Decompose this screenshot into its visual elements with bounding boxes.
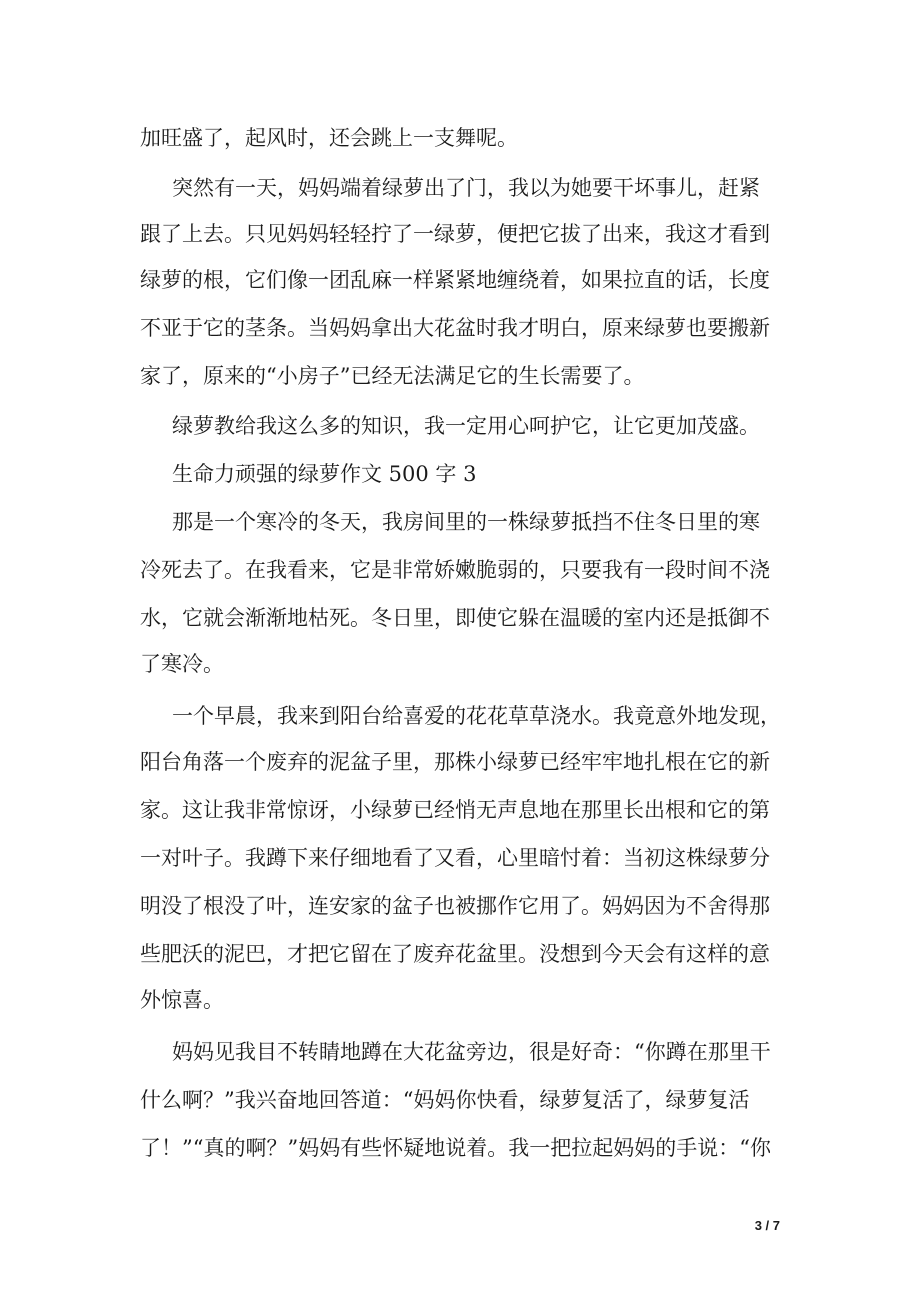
page-number: 3 / 7: [754, 1218, 780, 1233]
text-line-15: 家。这让我非常惊讶，小绿萝已经悄无声息地在那里长出根和它的第: [140, 798, 770, 822]
text-line-6: 家了，原来的“小房子”已经无法满足它的生长需要了。: [140, 364, 645, 388]
text-line-19: 外惊喜。: [140, 988, 224, 1012]
text-line-7: 绿萝教给我这么多的知识，我一定用心呵护它，让它更加茂盛。: [172, 414, 760, 438]
section-heading: 生命力顽强的绿萝作文 500 字 3: [172, 462, 477, 486]
text-line-18: 些肥沃的泥巴，才把它留在了废弃花盆里。没想到今天会有这样的意: [140, 942, 770, 966]
text-line-11: 水，它就会渐渐地枯死。冬日里，即使它躲在温暖的室内还是抵御不: [140, 606, 770, 630]
text-line-14: 阳台角落一个废弃的泥盆子里，那株小绿萝已经牢牢地扎根在它的新: [140, 750, 770, 774]
text-line-21: 什么啊？”我兴奋地回答道：“妈妈你快看，绿萝复活了，绿萝复活: [140, 1088, 750, 1112]
text-line-3: 跟了上去。只见妈妈轻轻拧了一绿萝，便把它拔了出来，我这才看到: [140, 222, 770, 246]
text-line-12: 了寒冷。: [140, 652, 224, 676]
text-line-17: 明没了根没了叶，连安家的盆子也被挪作它用了。妈妈因为不舍得那: [140, 894, 770, 918]
text-line-4: 绿萝的根，它们像一团乱麻一样紧紧地缠绕着，如果拉直的话，长度: [140, 268, 770, 292]
text-line-22: 了！”“真的啊？”妈妈有些怀疑地说着。我一把拉起妈妈的手说：“你: [140, 1136, 771, 1160]
text-line-16: 一对叶子。我蹲下来仔细地看了又看，心里暗忖着：当初这株绿萝分: [140, 846, 770, 870]
text-line-5: 不亚于它的茎条。当妈妈拿出大花盆时我才明白，原来绿萝也要搬新: [140, 316, 770, 340]
text-line-10: 冷死去了。在我看来，它是非常娇嫩脆弱的，只要我有一段时间不浇: [140, 558, 770, 582]
text-line-13: 一个早晨，我来到阳台给喜爱的花花草草浇水。我竟意外地发现，: [172, 704, 781, 728]
text-line-9: 那是一个寒冷的冬天，我房间里的一株绿萝抵挡不住冬日里的寒: [172, 510, 760, 534]
text-line-20: 妈妈见我目不转睛地蹲在大花盆旁边，很是好奇：“你蹲在那里干: [172, 1040, 771, 1064]
text-line-2: 突然有一天，妈妈端着绿萝出了门，我以为她要干坏事儿，赶紧: [172, 176, 760, 200]
text-line-1: 加旺盛了，起风时，还会跳上一支舞呢。: [140, 126, 518, 150]
